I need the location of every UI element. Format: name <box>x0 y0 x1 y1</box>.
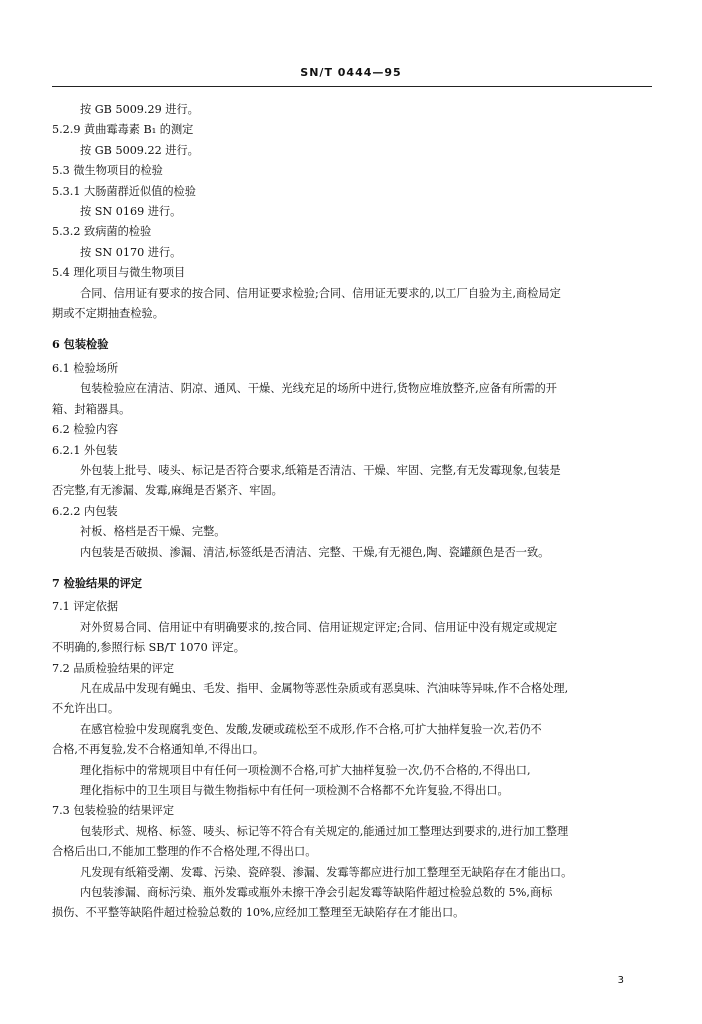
text-line: 期或不定期抽查检验。 <box>52 307 164 321</box>
clause-heading: 5.3 微生物项目的检验 <box>52 164 163 178</box>
document-body <box>52 100 657 924</box>
section-heading: 7 检验结果的评定 <box>52 575 142 590</box>
text-line: 内包装渗漏、商标污染、瓶外发霉或瓶外未擦干净会引起发霉等缺陷件超过检验总数的 5%,商标 <box>80 886 553 900</box>
text-line: 按 GB 5009.29 进行。 <box>80 103 199 116</box>
text-line: 损伤、不平整等缺陷件超过检验总数的 10%,应经加工整理至无缺陷存在才能出口。 <box>52 906 465 920</box>
text-line: 否完整,有无渗漏、发霉,麻绳是否紧齐、牢固。 <box>52 484 283 498</box>
text-line: 衬板、格档是否干燥、完整。 <box>80 525 226 539</box>
text-line: 按 SN 0169 进行。 <box>80 205 182 219</box>
text-line: 理化指标中的常规项目中有任何一项检测不合格,可扩大抽样复验一次,仍不合格的,不得出口, <box>80 763 531 777</box>
clause-heading: 6.1 检验场所 <box>52 361 119 375</box>
text-line: 按 SN 0170 进行。 <box>80 245 182 259</box>
clause-heading: 6.2.1 外包装 <box>52 443 118 457</box>
text-line: 凡发现有纸箱受潮、发霉、污染、瓷碎裂、渗漏、发霉等都应进行加工整理至无缺陷存在才能出口。 <box>80 865 573 879</box>
text-line: 外包装上批号、唛头、标记是否符合要求,纸箱是否清洁、干燥、牢固、完整,有无发霉现象,包装是 <box>80 463 561 477</box>
clause-heading: 7.1 评定依据 <box>52 600 119 614</box>
clause-heading: 5.3.1 大肠菌群近似值的检验 <box>52 184 196 198</box>
text-line: 凡在成品中发现有蝇虫、毛发、指甲、金属物等恶性杂质或有恶臭味、汽油味等异味,作不合格处理, <box>80 681 569 695</box>
text-line: 理化指标中的卫生项目与微生物指标中有任何一项检测不合格都不允许复验,不得出口。 <box>80 784 509 797</box>
section-heading: 6 包装检验 <box>52 337 109 352</box>
clause-heading: 7.2 品质检验结果的评定 <box>52 661 175 675</box>
page-number: 3 <box>617 975 624 986</box>
text-line: 对外贸易合同、信用证中有明确要求的,按合同、信用证规定评定;合同、信用证中没有规定或规定 <box>80 620 558 634</box>
header-rule <box>52 86 652 87</box>
text-line: 不明确的,参照行标 SB/T 1070 评定。 <box>52 641 245 655</box>
clause-heading: 5.3.2 致病菌的检验 <box>52 225 152 239</box>
text-line: 在感官检验中发现腐乳变色、发酸,发硬或疏松至不成形,作不合格,可扩大抽样复验一次,若仍不 <box>80 722 542 736</box>
text-line: 合同、信用证有要求的按合同、信用证要求检验;合同、信用证无要求的,以工厂自验为主,商检局定 <box>80 286 561 300</box>
text-line: 合格后出口,不能加工整理的作不合格处理,不得出口。 <box>52 845 317 859</box>
clause-heading: 7.3 包装检验的结果评定 <box>52 804 175 818</box>
text-line: 包装形式、规格、标签、唛头、标记等不符合有关规定的,能通过加工整理达到要求的,进行加工整理 <box>80 824 569 838</box>
text-line: 箱、封箱器具。 <box>52 402 131 416</box>
text-line: 合格,不再复验,发不合格通知单,不得出口。 <box>52 743 265 757</box>
clause-heading: 6.2 检验内容 <box>52 423 119 437</box>
clause-heading: 6.2.2 内包装 <box>52 504 118 518</box>
text-line: 内包装是否破损、渗漏、清洁,标签纸是否清洁、完整、干燥,有无褪色,陶、瓷罐颜色是否一致。 <box>80 545 550 559</box>
text-line: 按 GB 5009.22 进行。 <box>80 143 199 157</box>
text-line: 不允许出口。 <box>52 702 120 716</box>
text-line: 包装检验应在清洁、阴凉、通风、干燥、光线充足的场所中进行,货物应堆放整齐,应备有所需的开 <box>80 382 557 396</box>
standard-code: SN/T 0444—95 <box>300 66 402 79</box>
clause-heading: 5.2.9 黄曲霉毒素 B₁ 的测定 <box>52 123 194 137</box>
clause-heading: 5.4 理化项目与微生物项目 <box>52 266 186 280</box>
